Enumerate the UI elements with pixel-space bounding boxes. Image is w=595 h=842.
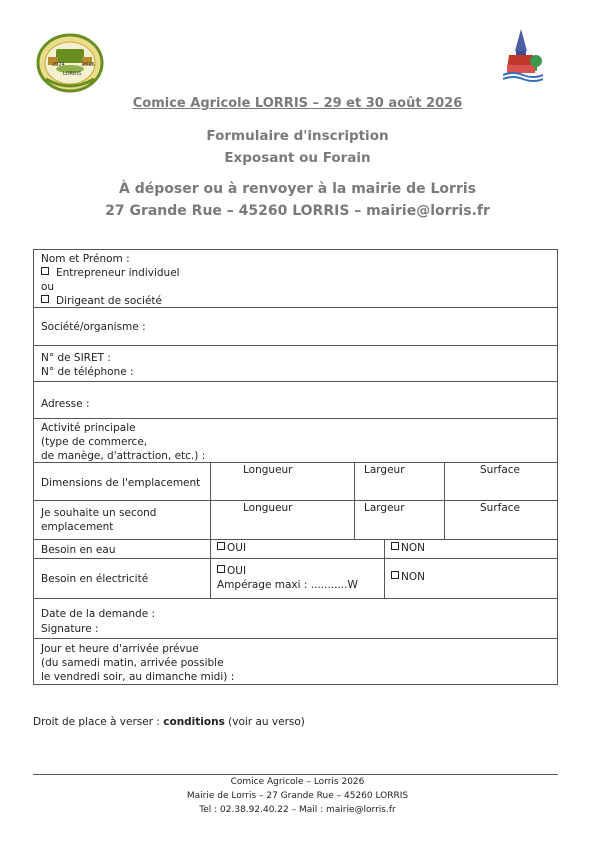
dirigeant-option[interactable]	[41, 294, 162, 308]
arrival-label-2: (du samedi matin, arrivée possible	[41, 657, 224, 669]
form-rule	[33, 539, 558, 540]
address-label: Adresse :	[41, 398, 90, 410]
fee-note-conditions: conditions	[163, 716, 225, 728]
arrival-label-3: le vendredi soir, au dimanche midi) :	[41, 671, 235, 683]
form-rule	[33, 684, 558, 685]
svg-text:2024: 2024	[52, 62, 65, 68]
activity-label-type: (type de commerce,	[41, 436, 148, 448]
second-location-label-2: emplacement	[41, 521, 114, 533]
electricity-yes-label: OUI	[227, 565, 247, 577]
fee-note-suffix: (voir au verso)	[224, 716, 305, 728]
form-rule	[33, 598, 558, 599]
form-rule	[33, 345, 558, 346]
arrival-label: Jour et heure d'arrivée prévue	[41, 643, 199, 655]
entrepreneur-checkbox[interactable]	[41, 267, 49, 275]
form-col-rule	[210, 462, 211, 598]
entrepreneur-option[interactable]	[41, 266, 180, 280]
dirigeant-label: Dirigeant de société	[56, 295, 162, 307]
electricity-no-checkbox[interactable]	[391, 571, 399, 579]
request-date-label: Date de la demande :	[41, 608, 156, 620]
width-header: Largeur	[364, 464, 405, 476]
fee-note	[33, 716, 305, 728]
form-border-left	[33, 249, 34, 685]
form-rule	[33, 418, 558, 419]
deposit-instructions: À déposer ou à renvoyer à la mairie de Lorris	[119, 181, 476, 197]
form-subtitle-type: Exposant ou Forain	[224, 150, 371, 166]
electricity-no-label: NON	[401, 571, 425, 583]
width-header: Largeur	[364, 502, 405, 514]
fee-note-prefix: Droit de place à verser :	[33, 716, 164, 728]
dirigeant-checkbox[interactable]	[41, 295, 49, 303]
footer-address: Mairie de Lorris – 27 Grande Rue – 45260 LORRIS	[186, 791, 409, 801]
comice-agricole-logo	[36, 33, 104, 93]
form-col-rule	[384, 539, 385, 598]
electricity-label: Besoin en électricité	[41, 573, 149, 585]
entrepreneur-label: Entrepreneur individuel	[56, 267, 180, 279]
water-no-option[interactable]	[391, 541, 425, 555]
siret-label: N° de SIRET :	[41, 352, 111, 364]
dimensions-label: Dimensions de l'emplacement	[41, 477, 201, 489]
electricity-yes-option[interactable]	[217, 564, 246, 578]
form-col-rule	[444, 462, 445, 540]
form-col-rule	[354, 462, 355, 540]
page-title: Comice Agricole LORRIS – 29 et 30 août 2026	[132, 96, 463, 111]
second-location-label: Je souhaite un second	[41, 507, 157, 519]
company-label: Société/organisme :	[41, 321, 146, 333]
electricity-no-option[interactable]	[391, 570, 425, 584]
water-yes-label: OUI	[227, 542, 247, 554]
footer-contact: Tel : 02.38.92.40.22 – Mail : mairie@lorris.fr	[199, 805, 396, 815]
form-subtitle: Formulaire d'inscription	[206, 128, 389, 144]
phone-label: N° de téléphone :	[41, 366, 134, 378]
length-header: Longueur	[243, 464, 293, 476]
lorris-church-logo	[503, 29, 543, 83]
form-border-right	[557, 249, 558, 685]
registration-form	[33, 249, 558, 685]
deposit-address: 27 Grande Rue – 45260 LORRIS – mairie@lorris.fr	[105, 203, 490, 219]
water-no-label: NON	[401, 542, 425, 554]
name-label: Nom et Prénom :	[41, 253, 130, 265]
surface-header: Surface	[480, 464, 521, 476]
electricity-yes-checkbox[interactable]	[217, 565, 225, 573]
footer-event: Comice Agricole – Lorris 2026	[230, 777, 365, 787]
footer-divider	[33, 774, 558, 775]
length-header: Longueur	[243, 502, 293, 514]
or-label: ou	[41, 281, 55, 293]
activity-label: Activité principale	[41, 422, 136, 434]
form-rule	[33, 249, 558, 250]
signature-label: Signature :	[41, 623, 99, 635]
water-label: Besoin en eau	[41, 544, 116, 556]
water-yes-option[interactable]	[217, 541, 246, 555]
surface-header: Surface	[480, 502, 521, 514]
form-rule	[33, 558, 558, 559]
water-no-checkbox[interactable]	[391, 542, 399, 550]
amperage-label: Ampérage maxi : ...........W	[217, 579, 358, 591]
svg-text:LORRIS: LORRIS	[63, 71, 82, 77]
water-yes-checkbox[interactable]	[217, 542, 225, 550]
activity-label-detail: de manège, d'attraction, etc.) :	[41, 450, 206, 462]
form-rule	[33, 381, 558, 382]
form-rule	[33, 638, 558, 639]
svg-text:2026: 2026	[82, 62, 95, 68]
